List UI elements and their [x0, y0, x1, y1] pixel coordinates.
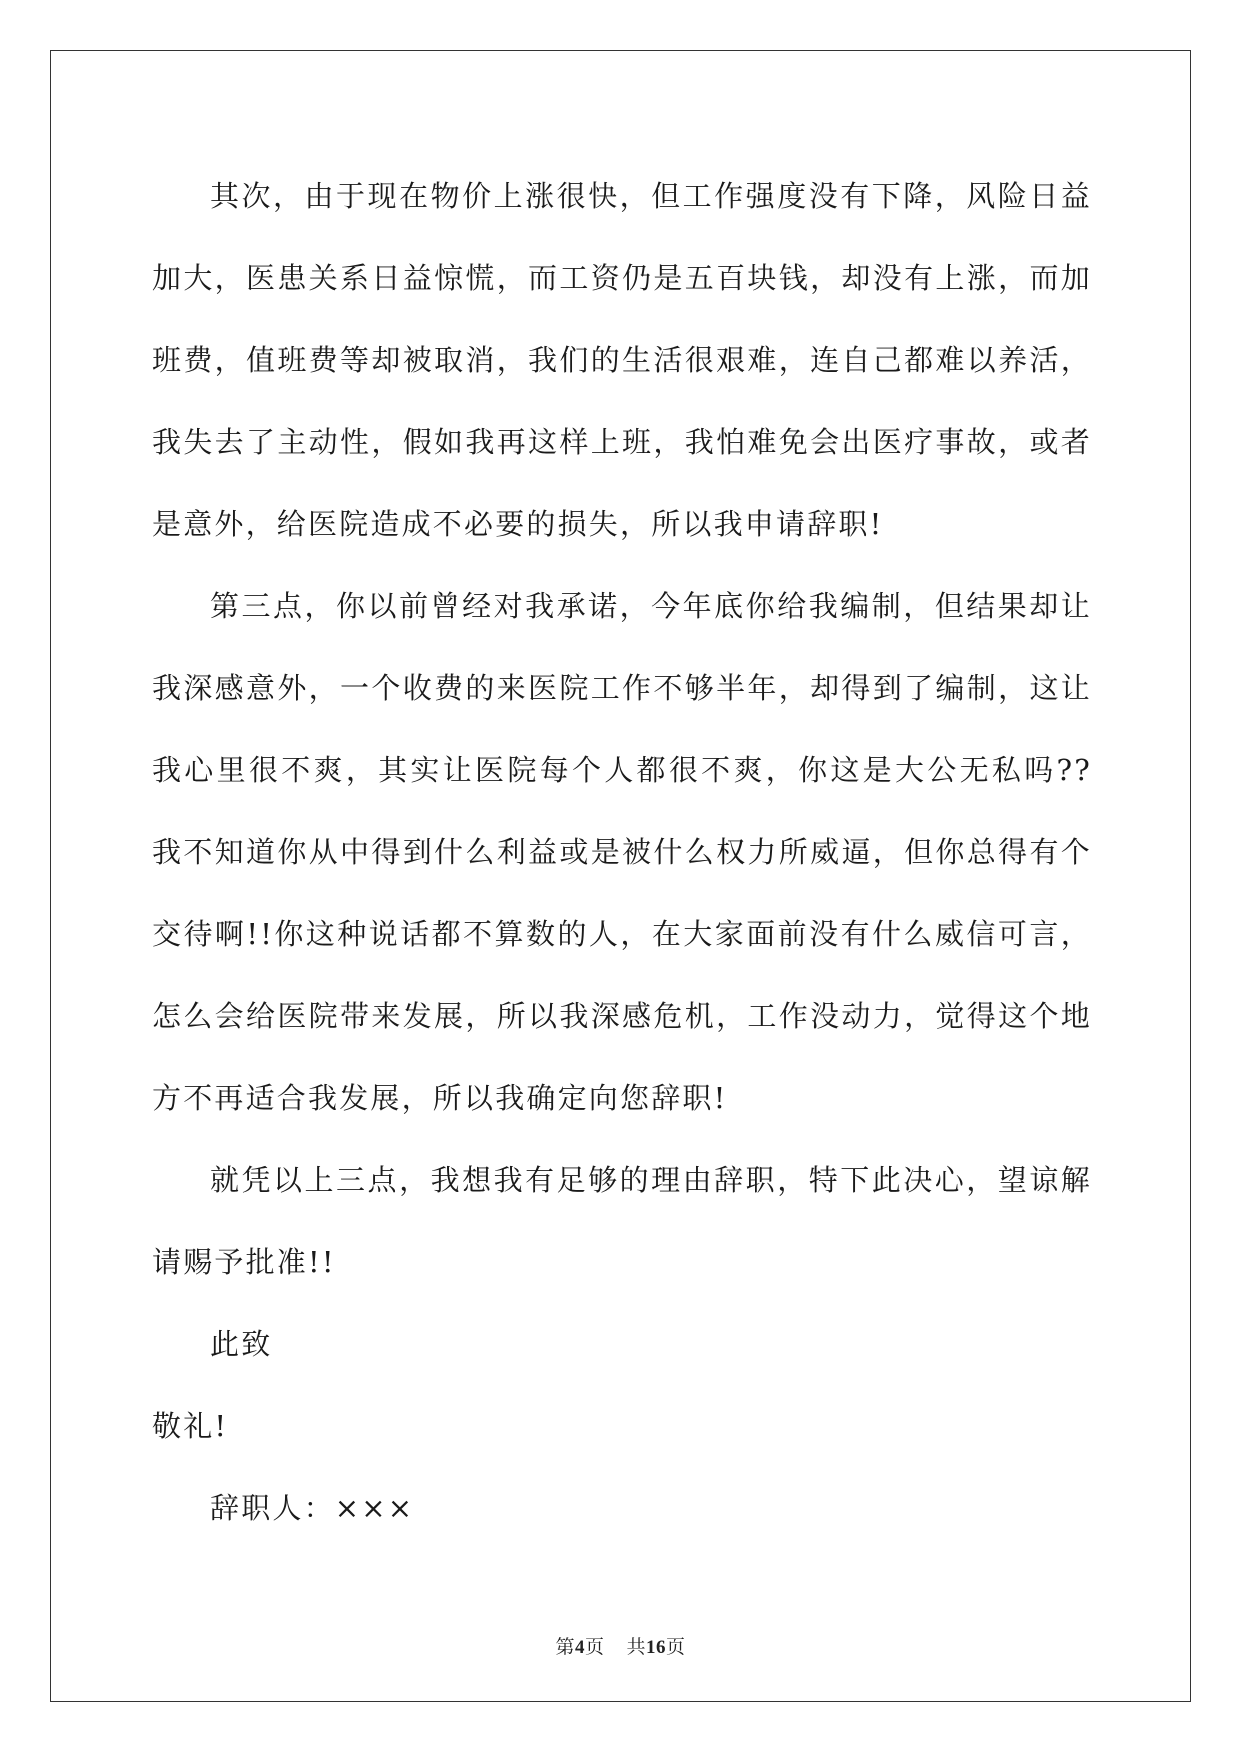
total-suffix: 页 — [666, 1636, 686, 1658]
page-suffix: 页 — [584, 1636, 605, 1658]
signature: 辞职人：××× — [210, 1491, 415, 1525]
page-number: 4 — [574, 1637, 585, 1658]
paragraph-cost-of-living: 其次，由于现在物价上涨很快，但工作强度没有下降，风险日益加大，医患关系日益惊慌，而工资仍是五百块钱，却没有上涨，而加班费，值班费等却被取消，我们的生活很艰难，连自己都难以养活，我失去了主动性，假如我再这样上班，我怕难免会出医疗事故，或者是意外，给医院造成不必要的损失，所以我申请辞职! — [152, 179, 1092, 541]
paragraph-broken-promise: 第三点，你以前曾经对我承诺，今年底你给我编制，但结果却让我深感意外，一个收费的来医院工作不够半年，却得到了编制，这让我心里很不爽，其实让医院每个人都很不爽，你这是大公无私吗??我不知道你从中得到什么利益或是被什么权力所威逼，但你总得有个交待啊!!你这种说话都不算数的人，在大家面前没有什么威信可言，怎么会给医院带来发展，所以我深感危机，工作没动力，觉得这个地方不再适合我发展，所以我确定向您辞职! — [152, 589, 1092, 1115]
page-prefix: 第 — [555, 1636, 575, 1658]
total-prefix: 共 — [626, 1636, 647, 1658]
closing-phrase: 此致 — [210, 1327, 273, 1361]
document-body — [152, 155, 1092, 1549]
salutation: 敬礼! — [152, 1409, 229, 1443]
paragraph-conclusion: 就凭以上三点，我想我有足够的理由辞职，特下此决心，望谅解请赐予批准!! — [152, 1163, 1092, 1279]
page-footer — [0, 1632, 1241, 1659]
total-pages: 16 — [646, 1637, 667, 1658]
